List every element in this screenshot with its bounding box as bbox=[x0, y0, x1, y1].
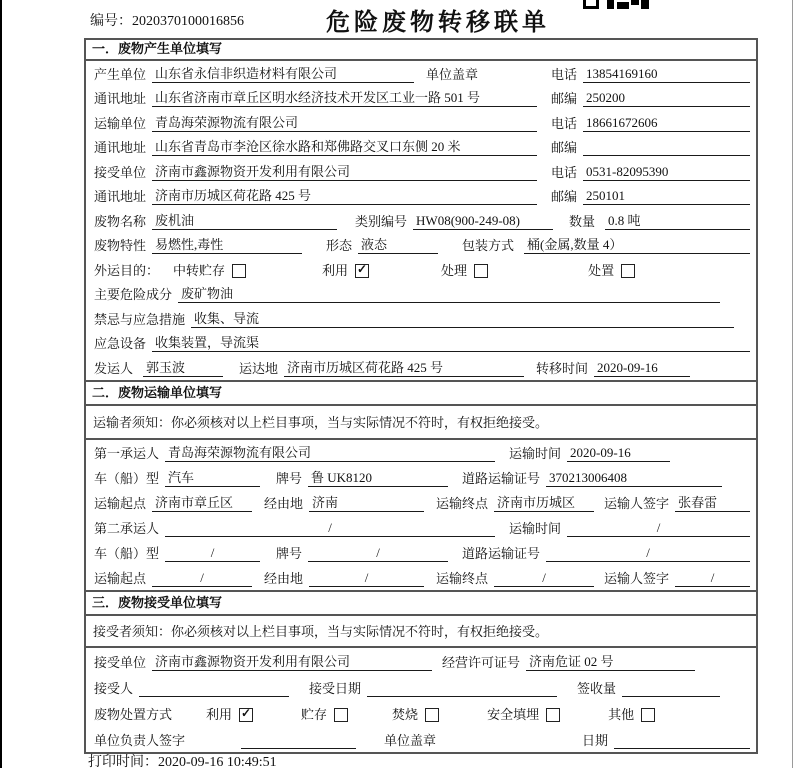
hazard-component-label: 主要危险成分 bbox=[94, 287, 173, 302]
disposal-other-checkbox bbox=[641, 708, 655, 722]
page-left-edge bbox=[0, 0, 2, 768]
form-state-value: 液态 bbox=[358, 234, 438, 254]
form-state-label: 形态 bbox=[326, 238, 353, 253]
unit-stamp-label: 单位盖章 bbox=[426, 66, 479, 82]
transfer-time-label: 转移时间 bbox=[536, 360, 589, 376]
print-time-value: 2020-09-16 10:49:51 bbox=[158, 755, 277, 770]
destination-label: 运达地 bbox=[239, 360, 279, 376]
accept-date-value bbox=[367, 681, 557, 697]
transfer-form bbox=[84, 38, 758, 754]
accept-unit-value: 济南市鑫源物资开发利用有限公司 bbox=[152, 651, 432, 671]
disposal-option-other: 其他 bbox=[608, 704, 655, 723]
plate-value: 鲁 UK8120 bbox=[308, 467, 448, 487]
transport-address-row bbox=[86, 135, 756, 160]
destination-value: 济南市历城区荷花路 425 号 bbox=[284, 357, 524, 377]
transporter-notice: 运输者须知：你必须核对以上栏目事项，当与实际情况不符时，有权拒绝接受。 bbox=[86, 406, 756, 440]
treat-checkbox bbox=[474, 264, 488, 278]
packaging-value: 桶(金属,数量 4） bbox=[524, 234, 750, 254]
accept-person-row bbox=[86, 674, 756, 700]
receiver-tel-value: 0531-82095390 bbox=[583, 164, 750, 181]
disposal-utilize-checkbox bbox=[239, 708, 253, 722]
plate-2-label: 牌号 bbox=[276, 545, 303, 561]
disposal-option-incinerate: 焚烧 bbox=[392, 704, 439, 723]
carrier-sign-2-label: 运输人签字 bbox=[604, 570, 670, 586]
transport-time-2-label: 运输时间 bbox=[509, 520, 562, 536]
transport-time-2-value: / bbox=[567, 520, 750, 537]
dispatcher-value: 郭玉波 bbox=[143, 357, 223, 377]
route-end-2-value: / bbox=[494, 570, 594, 587]
emergency-equipment-row bbox=[86, 331, 756, 356]
producer-zip-value: 250200 bbox=[583, 90, 750, 107]
disposal-option-landfill: 安全填埋 bbox=[487, 704, 560, 723]
disposal-method-row bbox=[86, 700, 756, 726]
receiver-tel-label: 电话 bbox=[550, 164, 577, 180]
vehicle-type-value: 汽车 bbox=[165, 467, 260, 487]
purpose-option-dispose: 处置 bbox=[588, 260, 635, 279]
quantity-label: 数量 bbox=[569, 213, 596, 229]
disposal-option-storage: 贮存 bbox=[301, 704, 348, 723]
producer-unit-label: 产生单位 bbox=[94, 66, 147, 82]
receiver-unit-label: 接受单位 bbox=[94, 164, 147, 180]
vehicle-type-2-label: 车（船）型 bbox=[94, 545, 160, 561]
emergency-equipment-label: 应急设备 bbox=[94, 336, 147, 351]
carrier-sign-label: 运输人签字 bbox=[604, 495, 670, 511]
license-value: 济南危证 02 号 bbox=[526, 651, 695, 671]
date-label: 日期 bbox=[582, 732, 609, 748]
waste-property-row bbox=[86, 233, 756, 258]
carrier-sign-value: 张春雷 bbox=[675, 492, 750, 512]
unit-stamp-3-label: 单位盖章 bbox=[384, 732, 437, 748]
transport-zip-value bbox=[583, 140, 750, 156]
producer-tel-value: 13854169160 bbox=[583, 66, 750, 83]
transport-zip-label: 邮编 bbox=[550, 140, 577, 155]
producer-zip-label: 邮编 bbox=[550, 91, 577, 106]
vehicle-type-2-value: / bbox=[165, 545, 260, 562]
emergency-equipment-value: 收集装置，导流渠 bbox=[152, 332, 750, 352]
storage-checkbox bbox=[232, 264, 246, 278]
vehicle-type-label: 车（船）型 bbox=[94, 470, 160, 486]
accept-person-value bbox=[139, 681, 289, 697]
serial-value: 2020370100016856 bbox=[132, 14, 244, 29]
receiver-address-label: 通讯地址 bbox=[94, 189, 147, 204]
route-start-value: 济南市章丘区 bbox=[152, 492, 252, 512]
transport-address-value: 山东省青岛市李沧区徐水路和郑佛路交叉口东侧 20 米 bbox=[152, 136, 537, 156]
route-start-2-label: 运输起点 bbox=[94, 570, 147, 586]
utilize-checkbox bbox=[355, 264, 369, 278]
receiver-address-value: 济南市历城区荷花路 425 号 bbox=[152, 185, 537, 205]
dispatcher-label: 发运人 bbox=[94, 360, 134, 376]
receiver-zip-label: 邮编 bbox=[550, 189, 577, 204]
transfer-purpose-row bbox=[86, 257, 756, 282]
section-3-header: 三．废物接受单位填写 bbox=[86, 590, 756, 616]
first-carrier-label: 第一承运人 bbox=[94, 445, 160, 461]
serial-label: 编号： bbox=[90, 14, 132, 29]
route-via-2-value: / bbox=[309, 570, 424, 587]
hazard-component-row bbox=[86, 282, 756, 307]
first-carrier-row bbox=[86, 440, 756, 465]
waste-name-value: 废机油 bbox=[152, 210, 337, 230]
vehicle-row-1 bbox=[86, 465, 756, 490]
responsible-sign-label: 单位负责人签字 bbox=[94, 732, 186, 748]
receiver-address-row bbox=[86, 184, 756, 209]
second-carrier-row bbox=[86, 515, 756, 540]
producer-unit-row bbox=[86, 61, 756, 86]
hazard-component-value: 废矿物油 bbox=[178, 283, 720, 303]
road-cert-label: 道路运输证号 bbox=[462, 470, 541, 486]
receipt-amount-label: 签收量 bbox=[577, 680, 617, 696]
waste-name-label: 废物名称 bbox=[94, 213, 147, 229]
dispatch-row bbox=[86, 355, 756, 380]
accept-date-label: 接受日期 bbox=[309, 680, 362, 696]
transport-time-label: 运输时间 bbox=[509, 445, 562, 461]
second-carrier-value: / bbox=[165, 520, 495, 537]
disposal-option-utilize: 利用 ✓ bbox=[206, 704, 253, 723]
purpose-option-utilize: 利用 ✓ bbox=[322, 260, 369, 279]
producer-address-label: 通讯地址 bbox=[94, 91, 147, 106]
receipt-amount-value bbox=[622, 681, 720, 697]
print-time bbox=[88, 751, 277, 771]
quantity-value: 0.8 吨 bbox=[605, 210, 750, 230]
route-row-1 bbox=[86, 490, 756, 515]
date-value bbox=[614, 733, 750, 749]
responsible-sign-row bbox=[86, 726, 756, 752]
producer-tel-label: 电话 bbox=[550, 66, 577, 82]
route-via-value: 济南 bbox=[309, 492, 424, 512]
route-end-2-label: 运输终点 bbox=[436, 570, 489, 586]
transport-tel-value: 18661672606 bbox=[583, 115, 750, 132]
transport-unit-label: 运输单位 bbox=[94, 115, 147, 131]
route-via-2-label: 经由地 bbox=[264, 570, 304, 586]
disposal-incinerate-checkbox bbox=[425, 708, 439, 722]
purpose-option-treat: 处理 bbox=[441, 260, 488, 279]
vehicle-row-2 bbox=[86, 540, 756, 565]
taboo-measures-label: 禁忌与应急措施 bbox=[94, 311, 186, 327]
plate-2-value: / bbox=[308, 545, 448, 562]
accept-unit-row bbox=[86, 648, 756, 674]
transfer-purpose-label: 外运目的： bbox=[94, 262, 160, 278]
waste-property-label: 废物特性 bbox=[94, 238, 147, 253]
road-cert-2-value: / bbox=[546, 545, 750, 562]
serial-number bbox=[90, 10, 244, 30]
category-code-value: HW08(900-249-08) bbox=[413, 213, 553, 230]
road-cert-2-label: 道路运输证号 bbox=[462, 545, 541, 561]
print-time-label: 打印时间： bbox=[88, 755, 158, 770]
section-1-header: 一．废物产生单位填写 bbox=[86, 40, 756, 61]
producer-address-value: 山东省济南市章丘区明水经济技术开发区工业一路 501 号 bbox=[152, 87, 537, 107]
responsible-sign-value bbox=[241, 733, 356, 749]
taboo-measures-row bbox=[86, 306, 756, 331]
receiver-zip-value: 250101 bbox=[583, 188, 750, 205]
section-2-header: 二．废物运输单位填写 bbox=[86, 380, 756, 406]
receiver-unit-value: 济南市鑫源物资开发利用有限公司 bbox=[152, 161, 537, 181]
packaging-label: 包装方式 bbox=[462, 238, 515, 253]
transport-unit-value: 青岛海荣源物流有限公司 bbox=[152, 112, 537, 132]
accept-unit-label: 接受单位 bbox=[94, 654, 147, 670]
purpose-option-storage: 中转贮存 bbox=[173, 260, 246, 279]
producer-address-row bbox=[86, 86, 756, 111]
receiver-unit-row bbox=[86, 159, 756, 184]
page-right-edge bbox=[792, 0, 793, 768]
dispose-checkbox bbox=[621, 264, 635, 278]
carrier-sign-2-value: / bbox=[675, 570, 750, 587]
transport-tel-label: 电话 bbox=[550, 115, 577, 131]
qr-code-fragment bbox=[583, 0, 649, 9]
route-end-label: 运输终点 bbox=[436, 495, 489, 511]
route-start-label: 运输起点 bbox=[94, 495, 147, 511]
waste-name-row bbox=[86, 208, 756, 233]
receiver-notice: 接受者须知：你必须核对以上栏目事项，当与实际情况不符时，有权拒绝接受。 bbox=[86, 616, 756, 648]
second-carrier-label: 第二承运人 bbox=[94, 520, 160, 536]
license-label: 经营许可证号 bbox=[442, 654, 521, 670]
route-via-label: 经由地 bbox=[264, 495, 304, 511]
transfer-time-value: 2020-09-16 bbox=[594, 360, 690, 377]
transport-address-label: 通讯地址 bbox=[94, 140, 147, 155]
category-code-label: 类别编号 bbox=[355, 213, 408, 229]
producer-unit-value: 山东省永信非织造材料有限公司 bbox=[152, 63, 414, 83]
taboo-measures-value: 收集、导流 bbox=[191, 308, 734, 328]
route-row-2 bbox=[86, 565, 756, 590]
waste-property-value: 易燃性,毒性 bbox=[152, 234, 302, 254]
accept-person-label: 接受人 bbox=[94, 680, 134, 696]
transport-unit-row bbox=[86, 110, 756, 135]
disposal-method-label: 废物处置方式 bbox=[94, 706, 173, 722]
disposal-storage-checkbox bbox=[334, 708, 348, 722]
form-title: 危险废物转移联单 bbox=[326, 10, 550, 36]
route-end-value: 济南市历城区 bbox=[494, 492, 594, 512]
road-cert-value: 370213006408 bbox=[546, 470, 722, 487]
first-carrier-value: 青岛海荣源物流有限公司 bbox=[165, 442, 495, 462]
route-start-2-value: / bbox=[152, 570, 252, 587]
plate-label: 牌号 bbox=[276, 470, 303, 486]
disposal-landfill-checkbox bbox=[546, 708, 560, 722]
transport-time-value: 2020-09-16 bbox=[567, 445, 670, 462]
